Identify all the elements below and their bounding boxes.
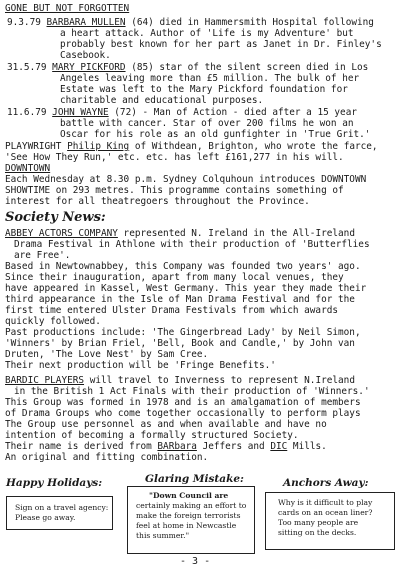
abbey-line-4: Based in Newtownabbey, this Company was founded two years' ago. (5, 261, 361, 272)
mistake-heading: Glaring Mistake: (145, 473, 244, 485)
abbey-line-9: quickly followed. (5, 316, 101, 327)
obit-2-line-1 (7, 62, 368, 73)
anchors-line-3: Too many people are (278, 518, 359, 527)
obit-1-line-2: a heart attack. Author of 'Life is my Adventure' but (60, 28, 354, 39)
abbey-line-6: have appeared in Kassel, West Germany. This year they made their (5, 283, 367, 294)
playwright-name: Philip King (67, 141, 130, 152)
bardic-text: Their name is derived from (5, 441, 152, 452)
playwright-line-2: 'See How They Run,' etc. etc. has left £161,277 in his will. (5, 152, 344, 163)
obit-3-line-1 (7, 107, 357, 118)
bar-name: BARbara (157, 441, 197, 452)
obit-text: (72) - Man of Action - died after a 15 year (114, 107, 357, 118)
abbey-line-12: Druten, 'The Love Nest' by Sam Cree. (5, 349, 209, 360)
downtown-line-1: Each Wednesday at 8.30 p.m. Sydney Colquhoun introduces DOWNTOWN (5, 174, 367, 185)
abbey-line-3: are Free'. (14, 250, 71, 261)
obit-text: (85) star of the silent screen died in Los (131, 62, 369, 73)
holidays-line-2: Please go away. (15, 513, 76, 522)
abbey-line-8: first time entered Ulster Drama Festivals from which awards (5, 305, 339, 316)
downtown-heading (5, 163, 50, 174)
mistake-line-5: this summer." (136, 531, 190, 540)
abbey-line-10: Past productions include: 'The Gingerbread Lady' by Neil Simon, (5, 327, 361, 338)
bardic-line-2: in the British 1 Act Finals with their production of 'Winners.' (14, 386, 370, 397)
abbey-line-2: Drama Festival in Athlone with their production of 'Butterflies (14, 239, 370, 250)
playwright-line-1 (5, 141, 378, 152)
obit-name: JOHN WAYNE (52, 107, 109, 118)
obit-2-line-3: Estate was left to the Mary Pickford foundation for (60, 84, 348, 95)
anchors-line-4: sitting on the decks. (278, 528, 357, 537)
dic-name: DIC (270, 441, 288, 452)
society-news-heading: Society News: (5, 210, 106, 225)
anchors-line-2: cards on an ocean liner? (278, 508, 373, 517)
obit-name: MARY PICKFORD (52, 62, 126, 73)
holidays-box (6, 496, 113, 530)
bardic-line-3: This Group was formed in 1978 and is an amalgamation of members (5, 397, 361, 408)
holidays-line-1: Sign on a travel agency: (15, 503, 109, 512)
obit-text: (64) died in Hammersmith Hospital following (131, 17, 374, 28)
bardic-line-1 (5, 375, 355, 386)
bardic-name: BARDIC PLAYERS (5, 375, 85, 386)
downtown-line-2: SHOWTIME on 293 metres. This programme contains something of (5, 185, 344, 196)
obit-name: BARBARA MULLEN (46, 17, 126, 28)
obit-1-line-3: probably best known for her part as Janet in Dr. Finley's (60, 39, 382, 50)
holidays-heading: Happy Holidays: (6, 477, 103, 489)
page-number: - 3 - (180, 556, 211, 567)
mistake-box (127, 486, 255, 554)
bardic-text: will travel to Inverness to represent N.Ireland (89, 375, 355, 386)
obit-1-line-1 (7, 17, 374, 28)
obit-date: 31.5.79 (7, 62, 47, 73)
bardic-line-6: intention of becoming a formally structured Society. (5, 430, 299, 441)
obit-date: 11.6.79 (7, 107, 47, 118)
mistake-line-1: "Down Council are (149, 491, 229, 500)
abbey-text: represented N. Ireland in the All-Ireland (123, 228, 355, 239)
abbey-line-13: Their next production will be 'Fringe Benefits.' (5, 360, 276, 371)
mills-text: Mills. (292, 441, 327, 452)
obit-3-line-2: battle with cancer. Star of over 200 films he won an (60, 118, 354, 129)
section-heading-gone (5, 3, 129, 14)
obit-1-line-4: Casebook. (60, 50, 111, 61)
anchors-heading: Anchors Away: (283, 477, 369, 489)
abbey-line-7: third appearance in the Isle of Man Drama Festival and for the (5, 294, 355, 305)
bardic-line-5: The Group use personnel as and when available and have no (5, 419, 327, 430)
obit-2-line-2: Angeles leaving more than £5 million. The bulk of her (60, 73, 360, 84)
downtown-heading-text: DOWNTOWN (5, 163, 51, 174)
obit-date: 9.3.79 (7, 17, 41, 28)
bardic-line-8: An original and fitting combination. (5, 452, 209, 463)
anchors-line-1: Why is it difficult to play (278, 498, 373, 507)
abbey-line-11: 'Winners' by Brian Friel, 'Bell, Book and Candle,' by John van (5, 338, 355, 349)
obit-2-line-4: charitable and educational purposes. (60, 95, 264, 106)
bardic-line-4: of Drama Groups who come together occasionally to perform plays (5, 408, 361, 419)
bardic-line-7 (5, 441, 327, 452)
obit-3-line-3: Oscar for his role as an old gunfighter in 'True Grit.' (60, 129, 371, 140)
downtown-line-3: interest for all theatregoers throughout the Province. (5, 196, 310, 207)
abbey-line-1 (5, 228, 355, 239)
mistake-line-4: feel at home in Newcastle (136, 521, 237, 530)
abbey-name: ABBEY ACTORS COMPANY (5, 228, 118, 239)
heading-text: GONE BUT NOT FORGOTTEN (5, 3, 130, 14)
mistake-line-3: make the foreign terrorists (136, 511, 241, 520)
abbey-line-5: Since their inauguration, apart from many local venues, they (5, 272, 344, 283)
playwright-prefix: PLAYWRIGHT (5, 141, 62, 152)
mistake-line-2: certainly making an effort to (136, 501, 247, 510)
jeffers-text: Jeffers and (202, 441, 265, 452)
playwright-text: of Withdean, Brighton, who wrote the farce, (134, 141, 378, 152)
anchors-box (265, 492, 395, 550)
